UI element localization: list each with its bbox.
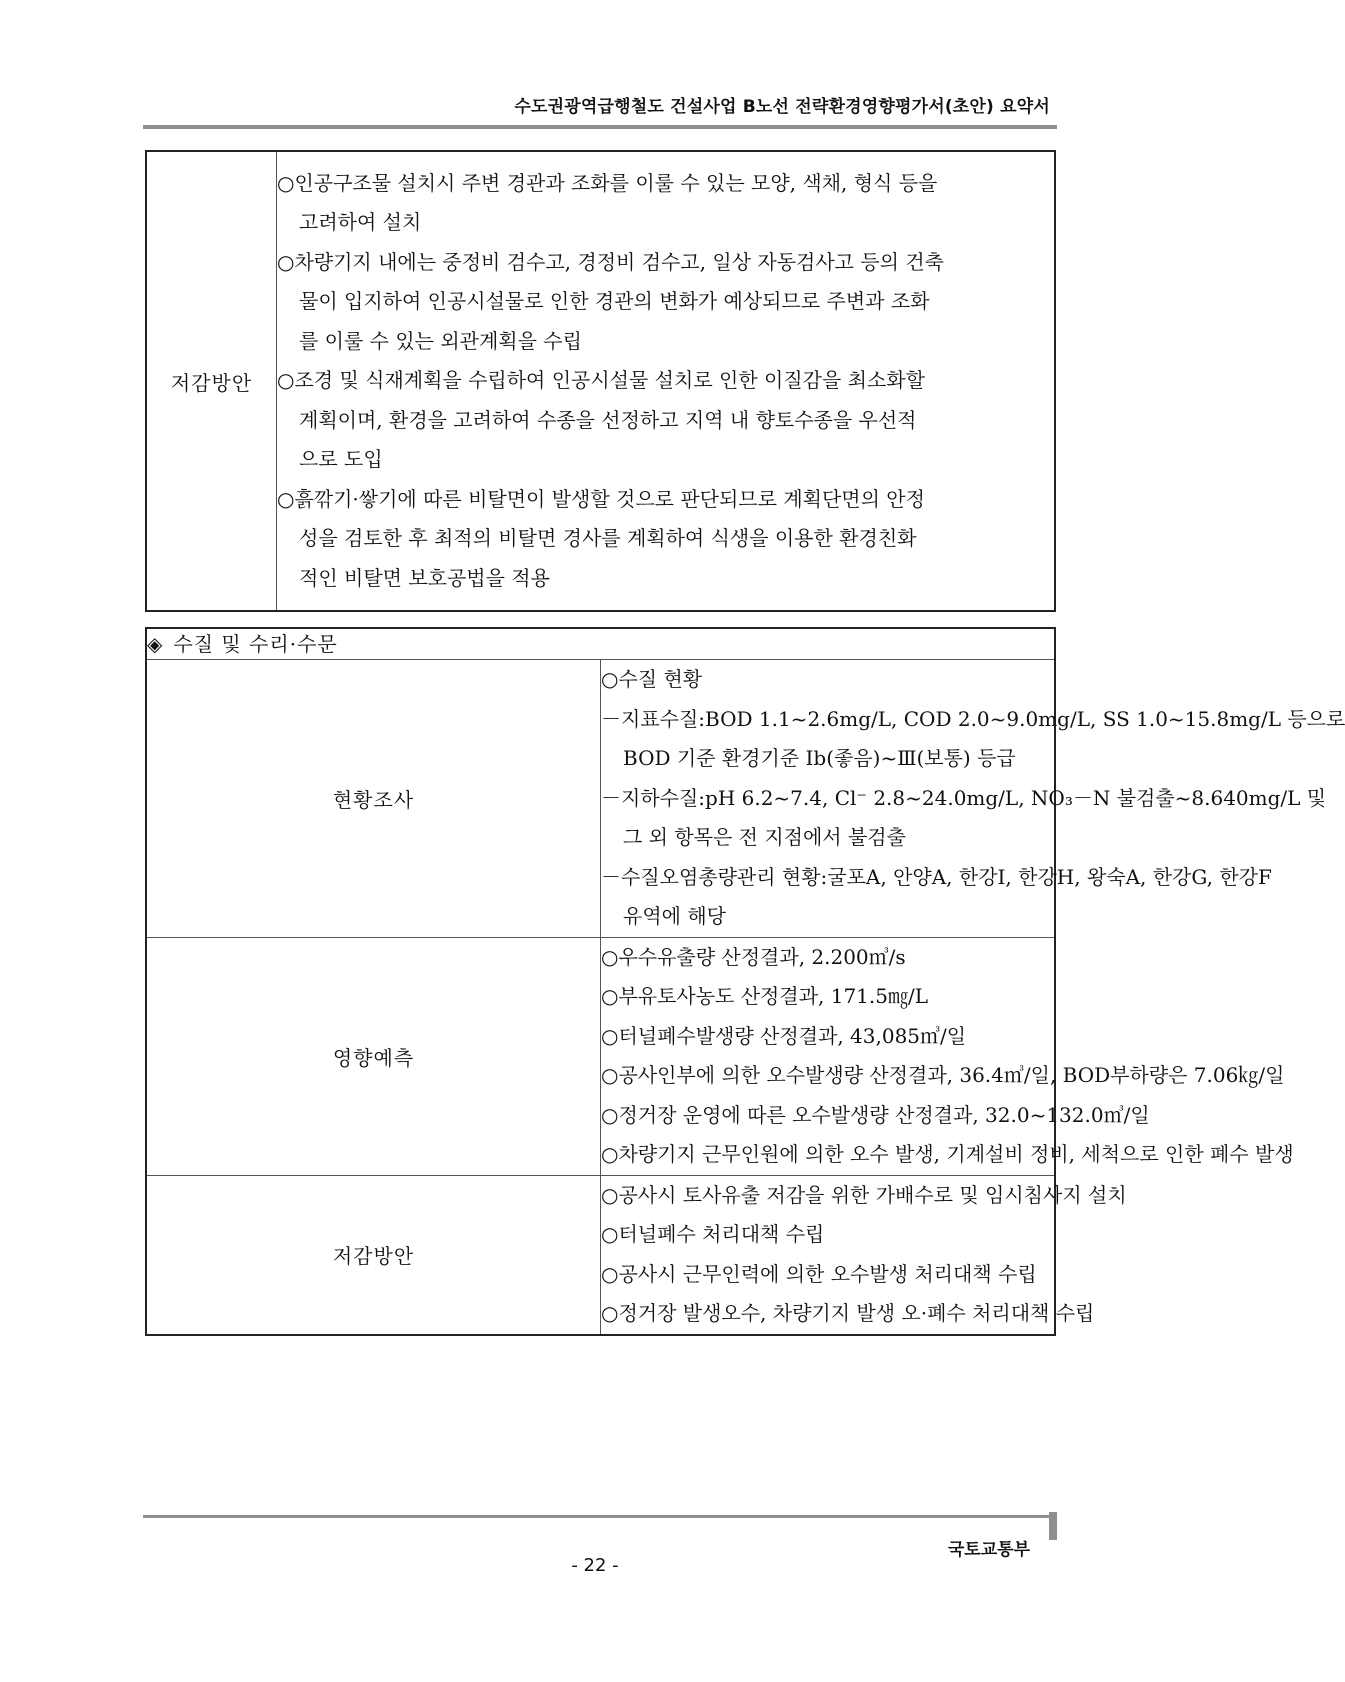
list-item — [277, 361, 1054, 480]
item-text-continuation: 그 외 항목은 전 지점에서 불검출 — [623, 825, 906, 849]
mitigation-item-list — [277, 164, 1054, 599]
footer-accent-bar — [1049, 1512, 1057, 1540]
list-item — [601, 1176, 1127, 1216]
list-item — [601, 1255, 1054, 1295]
footer-divider — [143, 1515, 1057, 1518]
mitigation-item-list — [601, 1176, 1127, 1334]
item-text: ○정거장 운영에 따른 오수발생량 산정결과, 32.0~132.0㎥/일 — [601, 1102, 1150, 1127]
item-text-continuation: 를 이룰 수 있는 외관계획을 수립 — [299, 328, 582, 353]
row-label-survey: 현황조사 — [146, 660, 601, 938]
list-item — [277, 164, 1054, 243]
item-text: ○부유토사농도 산정결과, 171.5㎎/L — [601, 984, 928, 1008]
survey-item-list — [601, 660, 1345, 937]
item-text: ○공사인부에 의한 오수발생량 산정결과, 36.4㎥/일, BOD부하량은 7.06㎏/일 — [601, 1063, 1285, 1087]
list-item — [601, 700, 1345, 779]
item-text: －지표수질:BOD 1.1~2.6mg/L, COD 2.0~9.0mg/L, SS 1.0~15.8mg/L 등으로 — [601, 706, 1345, 731]
item-text: ○차량기지 내에는 중정비 검수고, 경정비 검수고, 일상 자동검사고 등의 건축 — [277, 249, 944, 274]
list-item — [601, 1294, 1095, 1334]
prediction-item-list — [601, 938, 1294, 1175]
table-row — [146, 937, 1055, 1175]
item-text: ○흙깎기·쌓기에 따른 비탈면이 발생할 것으로 판단되므로 계획단면의 안정 — [277, 486, 925, 511]
item-text: －지하수질:pH 6.2~7.4, Cl⁻ 2.8~24.0mg/L, NO₃－N 불검출~8.640mg/L 및 — [601, 785, 1327, 810]
list-item — [601, 1096, 1150, 1136]
item-text: ○우수유출량 산정결과, 2.200㎥/s — [601, 944, 906, 969]
diamond-bullet-icon: ◈ — [147, 632, 164, 656]
footer-organization: 국토교통부 — [947, 1540, 1030, 1560]
item-text: ○수질 현황 — [601, 667, 703, 691]
table-row — [146, 1175, 1055, 1335]
item-text: ○공사시 근무인력에 의한 오수발생 처리대책 수립 — [601, 1261, 1037, 1286]
row-content-survey — [601, 660, 1345, 938]
landscape-mitigation-table — [145, 150, 1056, 612]
list-item — [601, 1056, 1285, 1096]
list-item — [277, 480, 1054, 599]
item-text-continuation: 고려하여 설치 — [299, 210, 422, 235]
table-row — [146, 660, 1055, 938]
item-text: ○정거장 발생오수, 차량기지 발생 오·폐수 처리대책 수립 — [601, 1301, 1095, 1325]
row-label: 저감방안 — [146, 151, 277, 611]
list-item — [601, 1215, 1054, 1255]
section-title — [146, 628, 1055, 660]
row-label-prediction: 영향예측 — [146, 937, 601, 1175]
list-item — [601, 1017, 1054, 1057]
item-text-continuation: 적인 비탈면 보호공법을 적용 — [299, 565, 550, 590]
item-text: ○차량기지 근무인원에 의한 오수 발생, 기계설비 정비, 세척으로 인한 폐수 발생 — [601, 1142, 1294, 1166]
list-item — [601, 779, 1327, 858]
item-text: ○터널폐수발생량 산정결과, 43,085㎥/일 — [601, 1023, 967, 1048]
table-row — [146, 151, 1055, 611]
section-header-row — [146, 628, 1055, 660]
document-header-title: 수도권광역급행철도 건설사업 B노선 전략환경영향평가서(초안) 요약서 — [514, 97, 1050, 117]
item-text-continuation: 성을 검토한 후 최적의 비탈면 경사를 계획하여 식생을 이용한 환경친화 — [299, 526, 917, 551]
item-text-continuation: 유역에 해당 — [623, 904, 726, 928]
list-item — [601, 977, 1054, 1017]
header-divider — [143, 125, 1057, 129]
water-quality-table — [145, 627, 1345, 1336]
list-item — [601, 660, 1054, 700]
item-text: ○공사시 토사유출 저감을 위한 가배수로 및 임시침사지 설치 — [601, 1182, 1127, 1207]
row-content-mitigation — [601, 1175, 1127, 1335]
row-label-mitigation: 저감방안 — [146, 1175, 601, 1335]
item-text: ○인공구조물 설치시 주변 경관과 조화를 이룰 수 있는 모양, 색채, 형식 등을 — [277, 170, 938, 195]
item-text: ○터널폐수 처리대책 수립 — [601, 1222, 825, 1246]
row-content — [277, 151, 1056, 611]
item-text: －수질오염총량관리 현황:굴포A, 안양A, 한강I, 한강H, 왕숙A, 한강G, 한강F — [601, 864, 1272, 889]
section-title-text: 수질 및 수리·수문 — [173, 632, 338, 656]
page-number: - 22 - — [571, 1555, 619, 1576]
list-item — [601, 858, 1272, 937]
row-content-prediction — [601, 937, 1294, 1175]
list-item — [601, 938, 1054, 978]
item-text-continuation: BOD 기준 환경기준 Ib(좋음)~Ⅲ(보통) 등급 — [623, 746, 1016, 770]
list-item — [601, 1135, 1294, 1175]
item-text-continuation: 으로 도입 — [299, 447, 383, 472]
item-text: ○조경 및 식재계획을 수립하여 인공시설물 설치로 인한 이질감을 최소화할 — [277, 368, 925, 393]
item-text-continuation: 계획이며, 환경을 고려하여 수종을 선정하고 지역 내 향토수종을 우선적 — [299, 407, 917, 432]
item-text-continuation: 물이 입지하여 인공시설물로 인한 경관의 변화가 예상되므로 주변과 조화 — [299, 289, 930, 314]
list-item — [277, 243, 1054, 362]
